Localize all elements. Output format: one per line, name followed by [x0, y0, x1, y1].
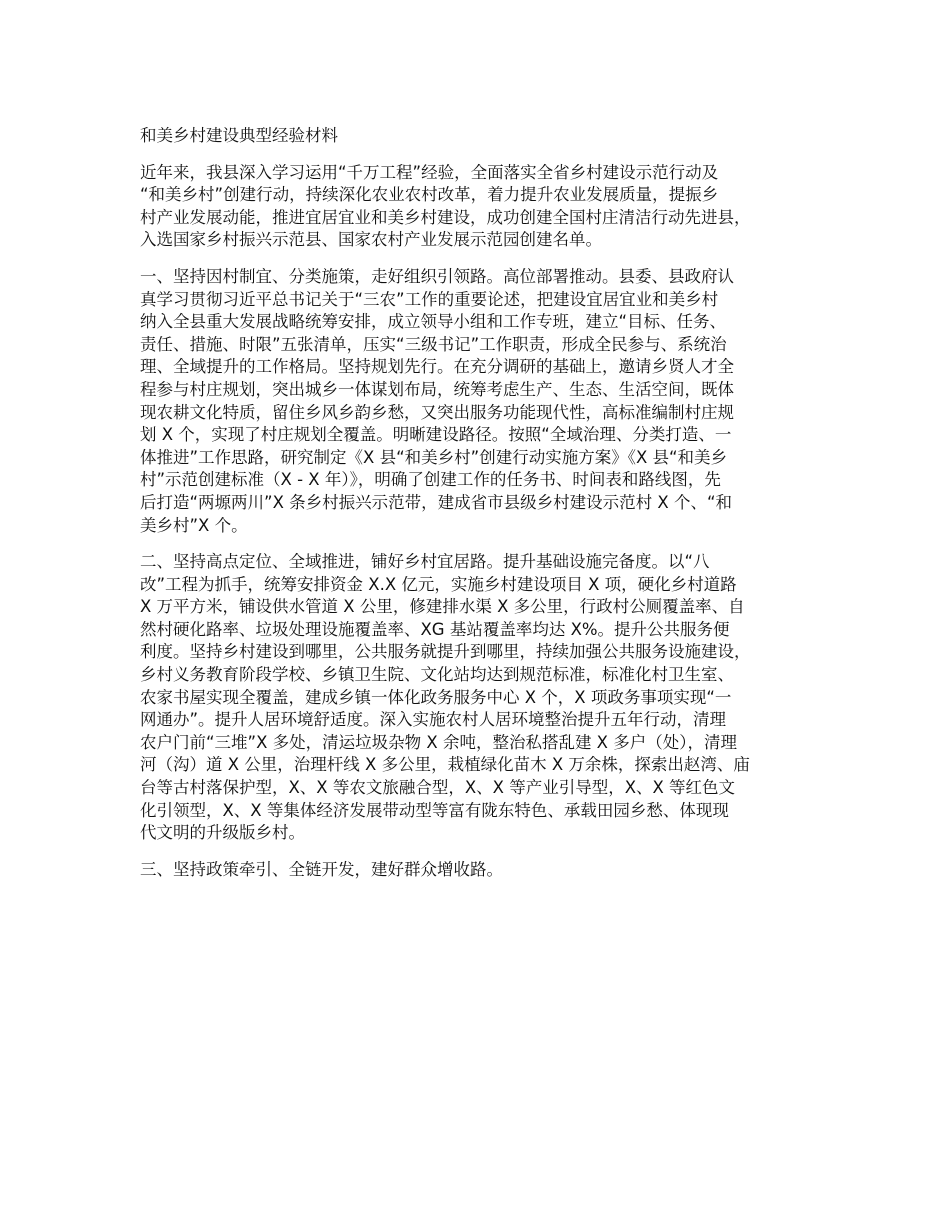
paragraph-line: 然村硬化路率、垃圾处理设施覆盖率、XG 基站覆盖率均达 X%。提升公共服务便 — [140, 619, 730, 639]
paragraph — [140, 162, 830, 252]
paragraph-line: 农户门前“三堆”X 多处，清运垃圾杂物 X 余吨，整治私搭乱建 X 多户（处），清理 — [140, 732, 737, 752]
paragraph — [140, 551, 830, 845]
paragraph-line: 后打造“两塬两川”X 条乡村振兴示范带，建成省市县级乡村建设示范村 X 个、“和 — [140, 492, 732, 512]
paragraph-line: 乡村义务教育阶段学校、乡镇卫生院、文化站均达到规范标准，标准化村卫生室、 — [140, 665, 734, 685]
paragraph-line: 体推进”工作思路，研究制定《X 县“和美乡村”创建行动实施方案》《X 县“和美乡 — [140, 447, 728, 467]
paragraph-line: 河（沟）道 X 公里，治理杆线 X 多公里，栽植绿化苗木 X 万余株，探索出赵湾、庙 — [140, 755, 750, 775]
paragraph-line: 三、坚持政策牵引、全链开发，建好群众增收路。 — [140, 859, 503, 879]
paragraph-line: 二、坚持高点定位、全域推进，铺好乡村宜居路。提升基础设施完备度。以“八 — [140, 552, 710, 572]
document-body — [140, 125, 830, 895]
document-title: 和美乡村建设典型经验材料 — [140, 126, 338, 145]
paragraph-line: 美乡村”X 个。 — [140, 515, 248, 535]
paragraph-line: 划 X 个，实现了村庄规划全覆盖。明晰建设路径。按照“全域治理、分类打造、一 — [140, 425, 732, 445]
paragraph-line: 纳入全县重大发展战略统筹安排，成立领导小组和工作专班，建立“目标、任务、 — [140, 312, 727, 332]
paragraph-line: 理、全域提升的工作格局。坚持规划先行。在充分调研的基础上，邀请乡贤人才全 — [140, 357, 734, 377]
paragraph-line: 代文明的升级版乡村。 — [140, 823, 305, 843]
paragraph — [140, 266, 830, 537]
paragraph-line: 责任、措施、时限”五张清单，压实“三级书记”工作职责，形成全民参与、系统治 — [140, 334, 727, 354]
paragraph-line: “和美乡村”创建行动，持续深化农业农村改革，着力提升农业发展质量，提振乡 — [140, 185, 719, 205]
paragraph-line: 真学习贯彻习近平总书记关于“三农”工作的重要论述，把建设宜居宜业和美乡村 — [140, 289, 719, 309]
paragraph-line: 近年来，我县深入学习运用“千万工程”经验，全面落实全省乡村建设示范行动及 — [140, 162, 719, 182]
paragraph-line: 一、坚持因村制宜、分类施策，走好组织引领路。高位部署推动。县委、县政府认 — [140, 266, 734, 286]
paragraph-line: 程参与村庄规划，突出城乡一体谋划布局，统筹考虑生产、生态、生活空间，既体 — [140, 379, 734, 399]
paragraph-line: X 万平方米，铺设供水管道 X 公里，修建排水渠 X 多公里，行政村公厕覆盖率、自 — [140, 597, 745, 617]
paragraph-line: 入选国家乡村振兴示范县、国家农村产业发展示范园创建名单。 — [140, 230, 602, 250]
paragraph-line: 台等古村落保护型，X、X 等农文旅融合型，X、X 等产业引导型，X、X 等红色文 — [140, 778, 736, 798]
paragraph-line: 村产业发展动能，推进宜居宜业和美乡村建设，成功创建全国村庄清洁行动先进县， — [140, 207, 751, 227]
paragraph-line: 网通办”。提升人居环境舒适度。深入实施农村人居环境整治提升五年行动，清理 — [140, 710, 727, 730]
paragraph-list — [140, 162, 830, 882]
paragraph-line: 农家书屋实现全覆盖，建成乡镇一体化政务服务中心 X 个，X 项政务事项实现“一 — [140, 687, 732, 707]
paragraph — [140, 859, 830, 882]
paragraph-line: 利度。坚持乡村建设到哪里，公共服务就提升到哪里，持续加强公共服务设施建设， — [140, 642, 751, 662]
paragraph-line: 村”示范创建标准（X - X 年）》，明确了创建工作的任务书、时间表和路线图，先 — [140, 470, 721, 490]
paragraph-line: 改”工程为抓手，统筹安排资金 X.X 亿元，实施乡村建设项目 X 项，硬化乡村道路 — [140, 574, 737, 594]
paragraph-line: 现农耕文化特质，留住乡风乡韵乡愁，又突出服务功能现代性，高标准编制村庄规 — [140, 402, 734, 422]
paragraph-line: 化引领型，X、X 等集体经济发展带动型等富有陇东特色、承载田园乡愁、体现现 — [140, 800, 729, 820]
